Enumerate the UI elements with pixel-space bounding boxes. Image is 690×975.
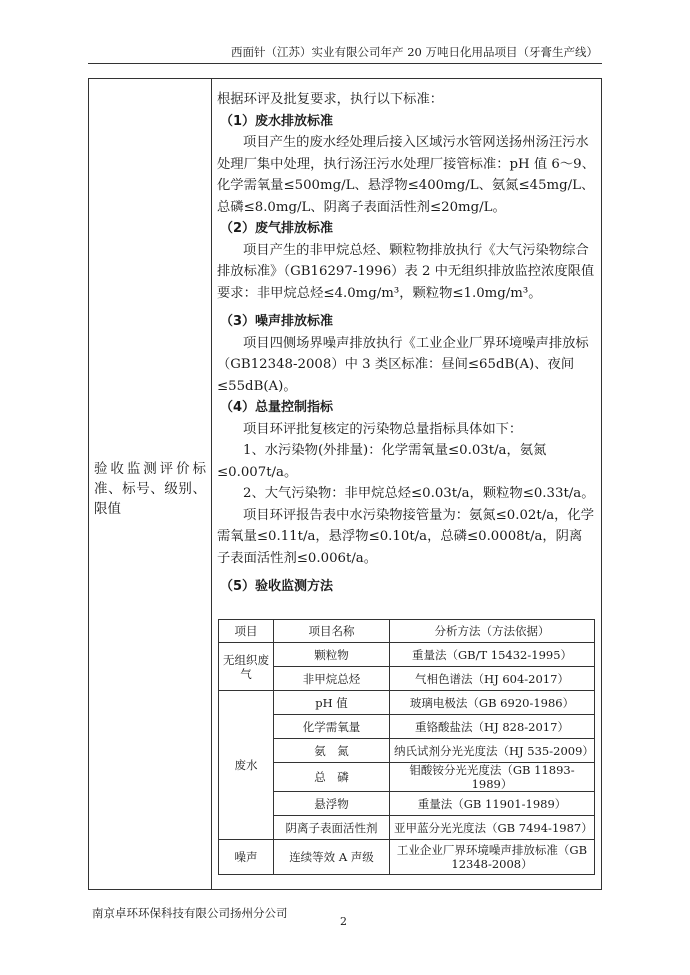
category-cell: 废水	[219, 691, 274, 840]
section-4-line-1: 项目环评批复核定的污染物总量指标具体如下：	[243, 421, 523, 437]
item-name-cell: 阴离子表面活性剂	[274, 816, 390, 840]
section-1-heading: （1）废水排放标准	[220, 113, 334, 129]
table-row	[219, 691, 595, 715]
table-row	[219, 763, 595, 792]
table-header-row	[219, 620, 595, 643]
header-method: 分析方法（方法依据）	[390, 620, 595, 643]
table-row	[219, 792, 595, 816]
section-2-text: 项目产生的非甲烷总烃、颗粒物排放执行《大气污染物综合排放标准》（GB16297-1996）表 2 中无组织排放监控浓度限值要求：非甲烷总烃≤4.0mg/m³，颗粒物≤1.0mg/m³。	[217, 242, 595, 301]
section-1-text: 项目产生的废水经处理后接入区域污水管网送扬州汤汪污水处理厂集中处理，执行汤汪污水处理厂接管标准：pH 值 6～9、化学需氧量≤500mg/L、悬浮物≤400mg/L、氨氮≤45mg/L、总磷≤8.0mg/L、阴离子表面活性剂≤20mg/L。	[217, 135, 595, 215]
method-cell: 纳氏试剂分光光度法（HJ 535-2009）	[390, 739, 595, 763]
header-divider	[88, 63, 602, 64]
header-item-name: 项目名称	[274, 620, 390, 643]
section-3-text: 项目四侧场界噪声排放执行《工业企业厂界环境噪声排放标（GB12348-2008）中 3 类区标准：昼间≤65dB(A)、夜间≤55dB(A)。	[217, 335, 589, 394]
item-name-cell: 化学需氧量	[274, 715, 390, 739]
category-cell: 无组织废气	[219, 643, 274, 691]
section-4-line-2: 1、水污染物(外排量)：化学需氧量≤0.03t/a，氨氮≤0.007t/a。	[217, 443, 547, 480]
table-row	[219, 840, 595, 875]
footer-company: 南京卓环环保科技有限公司扬州分公司	[92, 906, 288, 920]
section-5-heading: （5）验收监测方法	[220, 579, 334, 594]
monitoring-methods-table	[218, 619, 595, 875]
table-row	[219, 739, 595, 763]
section-4-heading: （4）总量控制指标	[220, 400, 334, 415]
item-name-cell: pH 值	[274, 691, 390, 715]
method-cell: 气相色谱法（HJ 604-2017）	[390, 667, 595, 691]
section-4-line-4: 项目环评报告表中水污染物接管量为：氨氮≤0.02t/a，化学需氧量≤0.11t/a，悬浮物≤0.10t/a，总磷≤0.0008t/a，阴离子表面活性剂≤0.006t/a。	[217, 507, 595, 566]
table-row	[219, 816, 595, 840]
item-name-cell: 悬浮物	[274, 792, 390, 816]
section-4-line-3: 2、大气污染物：非甲烷总烃≤0.03t/a，颗粒物≤0.33t/a。	[243, 486, 595, 501]
intro-text: 根据环评及批复要求，执行以下标准：	[217, 92, 444, 107]
page-number: 2	[340, 915, 347, 928]
method-cell: 重铬酸盐法（HJ 828-2017）	[390, 715, 595, 739]
column-divider	[211, 78, 212, 890]
method-cell: 钼酸铵分光光度法（GB 11893-1989）	[390, 763, 595, 792]
item-name-cell: 连续等效 A 声级	[274, 840, 390, 875]
left-cell-label: 验收监测评价标准、标号、级别、限值	[94, 461, 206, 517]
table-row	[219, 715, 595, 739]
method-cell: 重量法（GB 11901-1989）	[390, 792, 595, 816]
section-2-heading: （2）废气排放标准	[220, 221, 334, 236]
method-cell: 重量法（GB/T 15432-1995）	[390, 643, 595, 667]
standards-content	[217, 89, 595, 598]
section-3-heading: （3）噪声排放标准	[220, 314, 334, 329]
method-cell: 玻璃电极法（GB 6920-1986）	[390, 691, 595, 715]
method-cell: 亚甲蓝分光光度法（GB 7494-1987）	[390, 816, 595, 840]
header-item: 项目	[219, 620, 274, 643]
table-row	[219, 667, 595, 691]
item-name-cell: 非甲烷总烃	[274, 667, 390, 691]
method-cell: 工业企业厂界环境噪声排放标准（GB 12348-2008）	[390, 840, 595, 875]
header-title: 西面针（江苏）实业有限公司年产 20 万吨日化用品项目（牙膏生产线）	[231, 45, 598, 59]
item-name-cell: 颗粒物	[274, 643, 390, 667]
category-cell: 噪声	[219, 840, 274, 875]
item-name-cell: 氨 氮	[274, 739, 390, 763]
item-name-cell: 总 磷	[274, 763, 390, 792]
table-row	[219, 643, 595, 667]
